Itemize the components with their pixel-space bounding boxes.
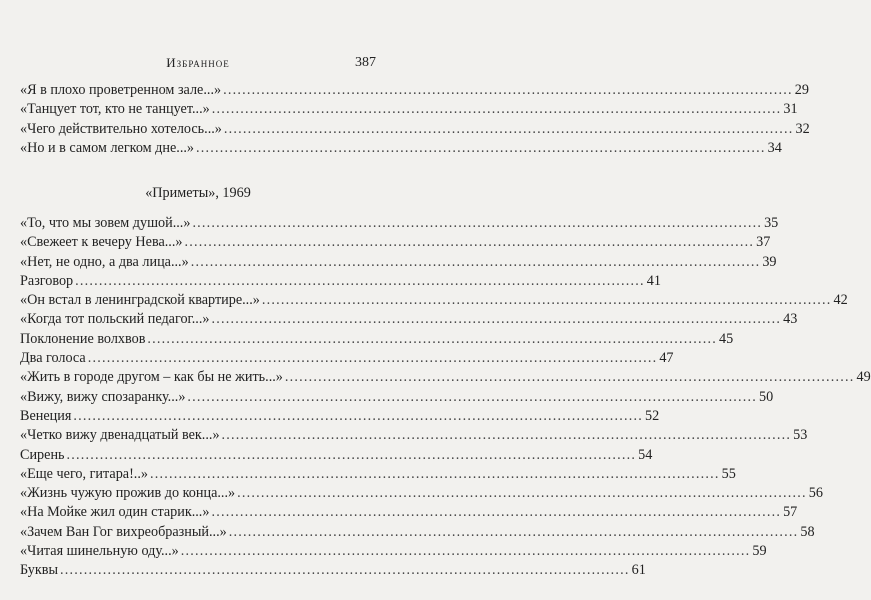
toc-entry [20, 81, 809, 100]
toc-entry [20, 523, 815, 542]
toc-entry-title: «Читая шинельную оду...» [20, 543, 179, 560]
toc-entry [20, 291, 848, 310]
toc-entry-page: 31 [783, 101, 798, 118]
toc-entry [20, 233, 771, 252]
toc-entry-page: 35 [764, 215, 779, 231]
toc-entry-title: «Чего действительно хотелось...» [20, 120, 222, 137]
toc-entry-title: Буквы [20, 562, 59, 579]
toc-entry-title: «Четко вижу двенадцатый век...» [20, 427, 220, 444]
toc-entry [20, 446, 653, 465]
toc-entry-page: 50 [759, 388, 774, 405]
toc-entry-title: Два голоса [20, 350, 86, 367]
toc-list-section [20, 214, 871, 581]
toc-entry [20, 214, 779, 233]
dot-leader: ........................................................................................................................ [180, 543, 751, 560]
toc-entry [20, 426, 808, 445]
toc-entry-page: 54 [638, 446, 653, 463]
toc-entry-title: Венеция [20, 407, 72, 424]
toc-entry-page: 61 [631, 562, 646, 579]
toc-entry [20, 330, 734, 349]
toc-entry-page: 45 [719, 330, 734, 347]
toc-entry-page: 29 [794, 82, 809, 98]
dot-leader: ........................................................................................................................ [147, 330, 718, 347]
toc-entry-title: «Жизнь чужую прожив до конца...» [20, 485, 236, 502]
dot-leader: ........................................................................................................................ [221, 427, 792, 444]
toc-entry [20, 484, 823, 503]
toc-entry-title: «Он встал в ленинградской квартире...» [20, 292, 260, 309]
toc-entry [20, 561, 646, 580]
section-heading: «Приметы», 1969 [145, 185, 251, 201]
toc-entry-page: 34 [767, 139, 782, 156]
toc-entry-title: «Вижу, вижу спозаранку...» [20, 388, 186, 405]
toc-entry-page: 43 [783, 311, 798, 328]
toc-entry-page: 52 [645, 407, 660, 424]
toc-entry [20, 349, 674, 368]
toc-entry-page: 53 [793, 427, 808, 444]
dot-leader: ........................................................................................................................ [73, 407, 643, 424]
toc-entry-title: «То, что мы зовем душой...» [20, 215, 191, 231]
toc-entry-page: 42 [833, 292, 848, 309]
toc-entry-title: Разговор [20, 272, 74, 289]
dot-leader: ........................................................................................................................ [75, 272, 645, 289]
dot-leader: ........................................................................................................................ [87, 350, 658, 367]
toc-entry-title: Поклонение волхвов [20, 330, 146, 347]
toc-entry [20, 139, 782, 158]
toc-entry [20, 120, 810, 139]
dot-leader: ........................................................................................................................ [190, 253, 761, 270]
toc-entry-title: «Но и в самом легком дне...» [20, 139, 195, 156]
toc-entry-title: «Жить в городе другом – как бы не жить...» [20, 369, 283, 386]
dot-leader: ........................................................................................................................ [223, 120, 794, 137]
toc-entry-title: «Зачем Ван Гог вихреобразный...» [20, 523, 227, 540]
dot-leader: ........................................................................................................................ [187, 388, 758, 405]
toc-entry-title: «Нет, не одно, а два лица...» [20, 253, 189, 270]
dot-leader: ........................................................................................................................ [66, 446, 637, 463]
toc-entry [20, 272, 661, 291]
toc-entry-page: 32 [795, 120, 810, 137]
dot-leader: ........................................................................................................................ [192, 215, 763, 231]
dot-leader: ........................................................................................................................ [237, 485, 807, 502]
toc-entry [20, 100, 798, 119]
dot-leader: ........................................................................................................................ [184, 234, 755, 251]
toc-list-top [20, 81, 810, 158]
dot-leader: ........................................................................................................................ [284, 369, 855, 386]
running-head [20, 54, 376, 72]
dot-leader: ........................................................................................................................ [60, 562, 630, 579]
running-title: Избранное [166, 55, 230, 70]
dot-leader: ........................................................................................................................ [211, 101, 782, 118]
dot-leader: ........................................................................................................................ [150, 465, 720, 482]
toc-entry-title: «Я в плохо проветренном зале...» [20, 82, 222, 98]
toc-entry [20, 465, 736, 484]
toc-entry-page: 57 [783, 504, 798, 521]
toc-entry [20, 253, 777, 272]
toc-entry [20, 542, 767, 561]
dot-leader: ........................................................................................................................ [228, 523, 799, 540]
toc-entry [20, 310, 798, 329]
toc-entry-page: 47 [659, 350, 674, 367]
dot-leader: ........................................................................................................................ [196, 139, 766, 156]
toc-entry [20, 503, 798, 522]
toc-entry-title: «Танцует тот, кто не танцует...» [20, 101, 210, 118]
dot-leader: ........................................................................................................................ [211, 311, 782, 328]
toc-entry-page: 49 [856, 369, 871, 386]
toc-entry [20, 368, 871, 387]
toc-entry-title: «На Мойке жил один старик...» [20, 504, 210, 521]
toc-entry-page: 41 [646, 272, 661, 289]
toc-entry-title: «Когда тот польский педагог...» [20, 311, 210, 328]
toc-entry [20, 407, 660, 426]
toc-entry-page: 39 [762, 253, 777, 270]
toc-entry [20, 388, 774, 407]
toc-entry-title: «Еще чего, гитара!..» [20, 465, 148, 482]
dot-leader: ........................................................................................................................ [211, 504, 782, 521]
toc-entry-page: 59 [752, 543, 767, 560]
toc-entry-title: Сирень [20, 446, 65, 463]
toc-entry-page: 55 [721, 465, 736, 482]
dot-leader: ........................................................................................................................ [261, 292, 832, 309]
toc-entry-page: 58 [800, 523, 815, 540]
toc-entry-page: 56 [808, 485, 823, 502]
toc-entry-title: «Свежеет к вечеру Нева...» [20, 234, 183, 251]
dot-leader: ........................................................................................................................ [223, 82, 793, 98]
toc-entry-page: 37 [756, 234, 771, 251]
page-number: 387 [355, 55, 376, 70]
